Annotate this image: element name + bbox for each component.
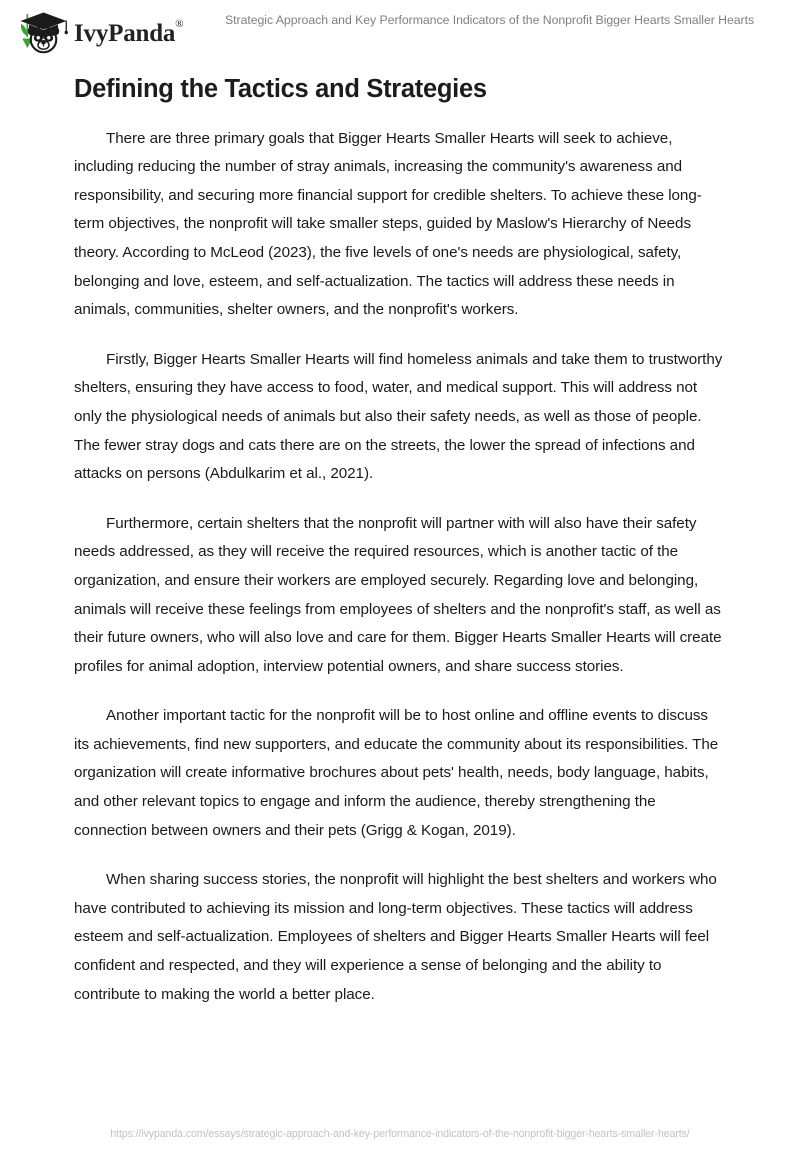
- source-url-link[interactable]: https://ivypanda.com/essays/strategic-approach-and-key-performance-indicators-of-the-nonprofit-bigger-hearts-smaller-hearts/: [110, 1128, 690, 1140]
- document-content: [74, 74, 724, 1009]
- body-paragraph: Furthermore, certain shelters that the nonprofit will partner with will also have their safety needs addressed, as they will receive the required resources, which is another tactic of the organization, and ensure their workers are employed securely. Regarding love and belonging, animals will receive these feelings from employees of shelters and the nonprofit's staff, as well as their future owners, who will also love and care for them. Bigger Hearts Smaller Hearts will create profiles for animal adoption, interview potential owners, and share success stories.: [74, 514, 722, 675]
- registered-trademark-icon: ®: [175, 18, 184, 31]
- page-header: [0, 0, 800, 60]
- page-footer: [0, 1108, 800, 1160]
- ivypanda-panda-graduate-logo-icon: [16, 11, 68, 55]
- page-title: Defining the Tactics and Strategies: [74, 75, 487, 103]
- body-paragraph: Another important tactic for the nonprofit will be to host online and offline events to discuss its achievements, find new supporters, and educate the community about its responsibilities. The organization will create informative brochures about pets' health, needs, body language, habits, and other relevant topics to engage and inform the audience, thereby strengthening the connection between owners and their pets (Grigg & Kogan, 2019).: [74, 707, 719, 839]
- body-paragraph: Firstly, Bigger Hearts Smaller Hearts will find homeless animals and take them to trustworthy shelters, ensuring they have access to food, water, and medical support. This will address not only the physiological needs of animals but also their safety needs, as well as those of people. The fewer stray dogs and cats there are on the streets, the lower the spread of infections and attacks on persons (Abdulkarim et al., 2021).: [74, 350, 723, 483]
- header-document-title: Strategic Approach and Key Performance Indicators of the Nonprofit Bigger Hearts Smaller Hearts: [225, 13, 755, 27]
- ivypanda-brand[interactable]: [16, 11, 183, 55]
- brand-name-label: IvyPanda®: [74, 18, 184, 47]
- body-paragraph: There are three primary goals that Bigger Hearts Smaller Hearts will seek to achieve, including reducing the number of stray animals, increasing the community's awareness and responsibility, and securing more financial support for credible shelters. To achieve these long-term objectives, the nonprofit will take smaller steps, guided by Maslow's Hierarchy of Needs theory. According to McLeod (2023), the five levels of one's needs are physiological, safety, belonging and love, esteem, and self-actualization. The tactics will address these needs in animals, communities, shelter owners, and the nonprofit's workers.: [74, 129, 702, 319]
- body-paragraph: When sharing success stories, the nonprofit will highlight the best shelters and workers who have contributed to achieving its mission and long-term objectives. These tactics will address esteem and self-actualization. Employees of shelters and Bigger Hearts Smaller Hearts will feel confident and respected, and they will experience a sense of belonging and the ability to contribute to making the world a better place.: [74, 871, 717, 1003]
